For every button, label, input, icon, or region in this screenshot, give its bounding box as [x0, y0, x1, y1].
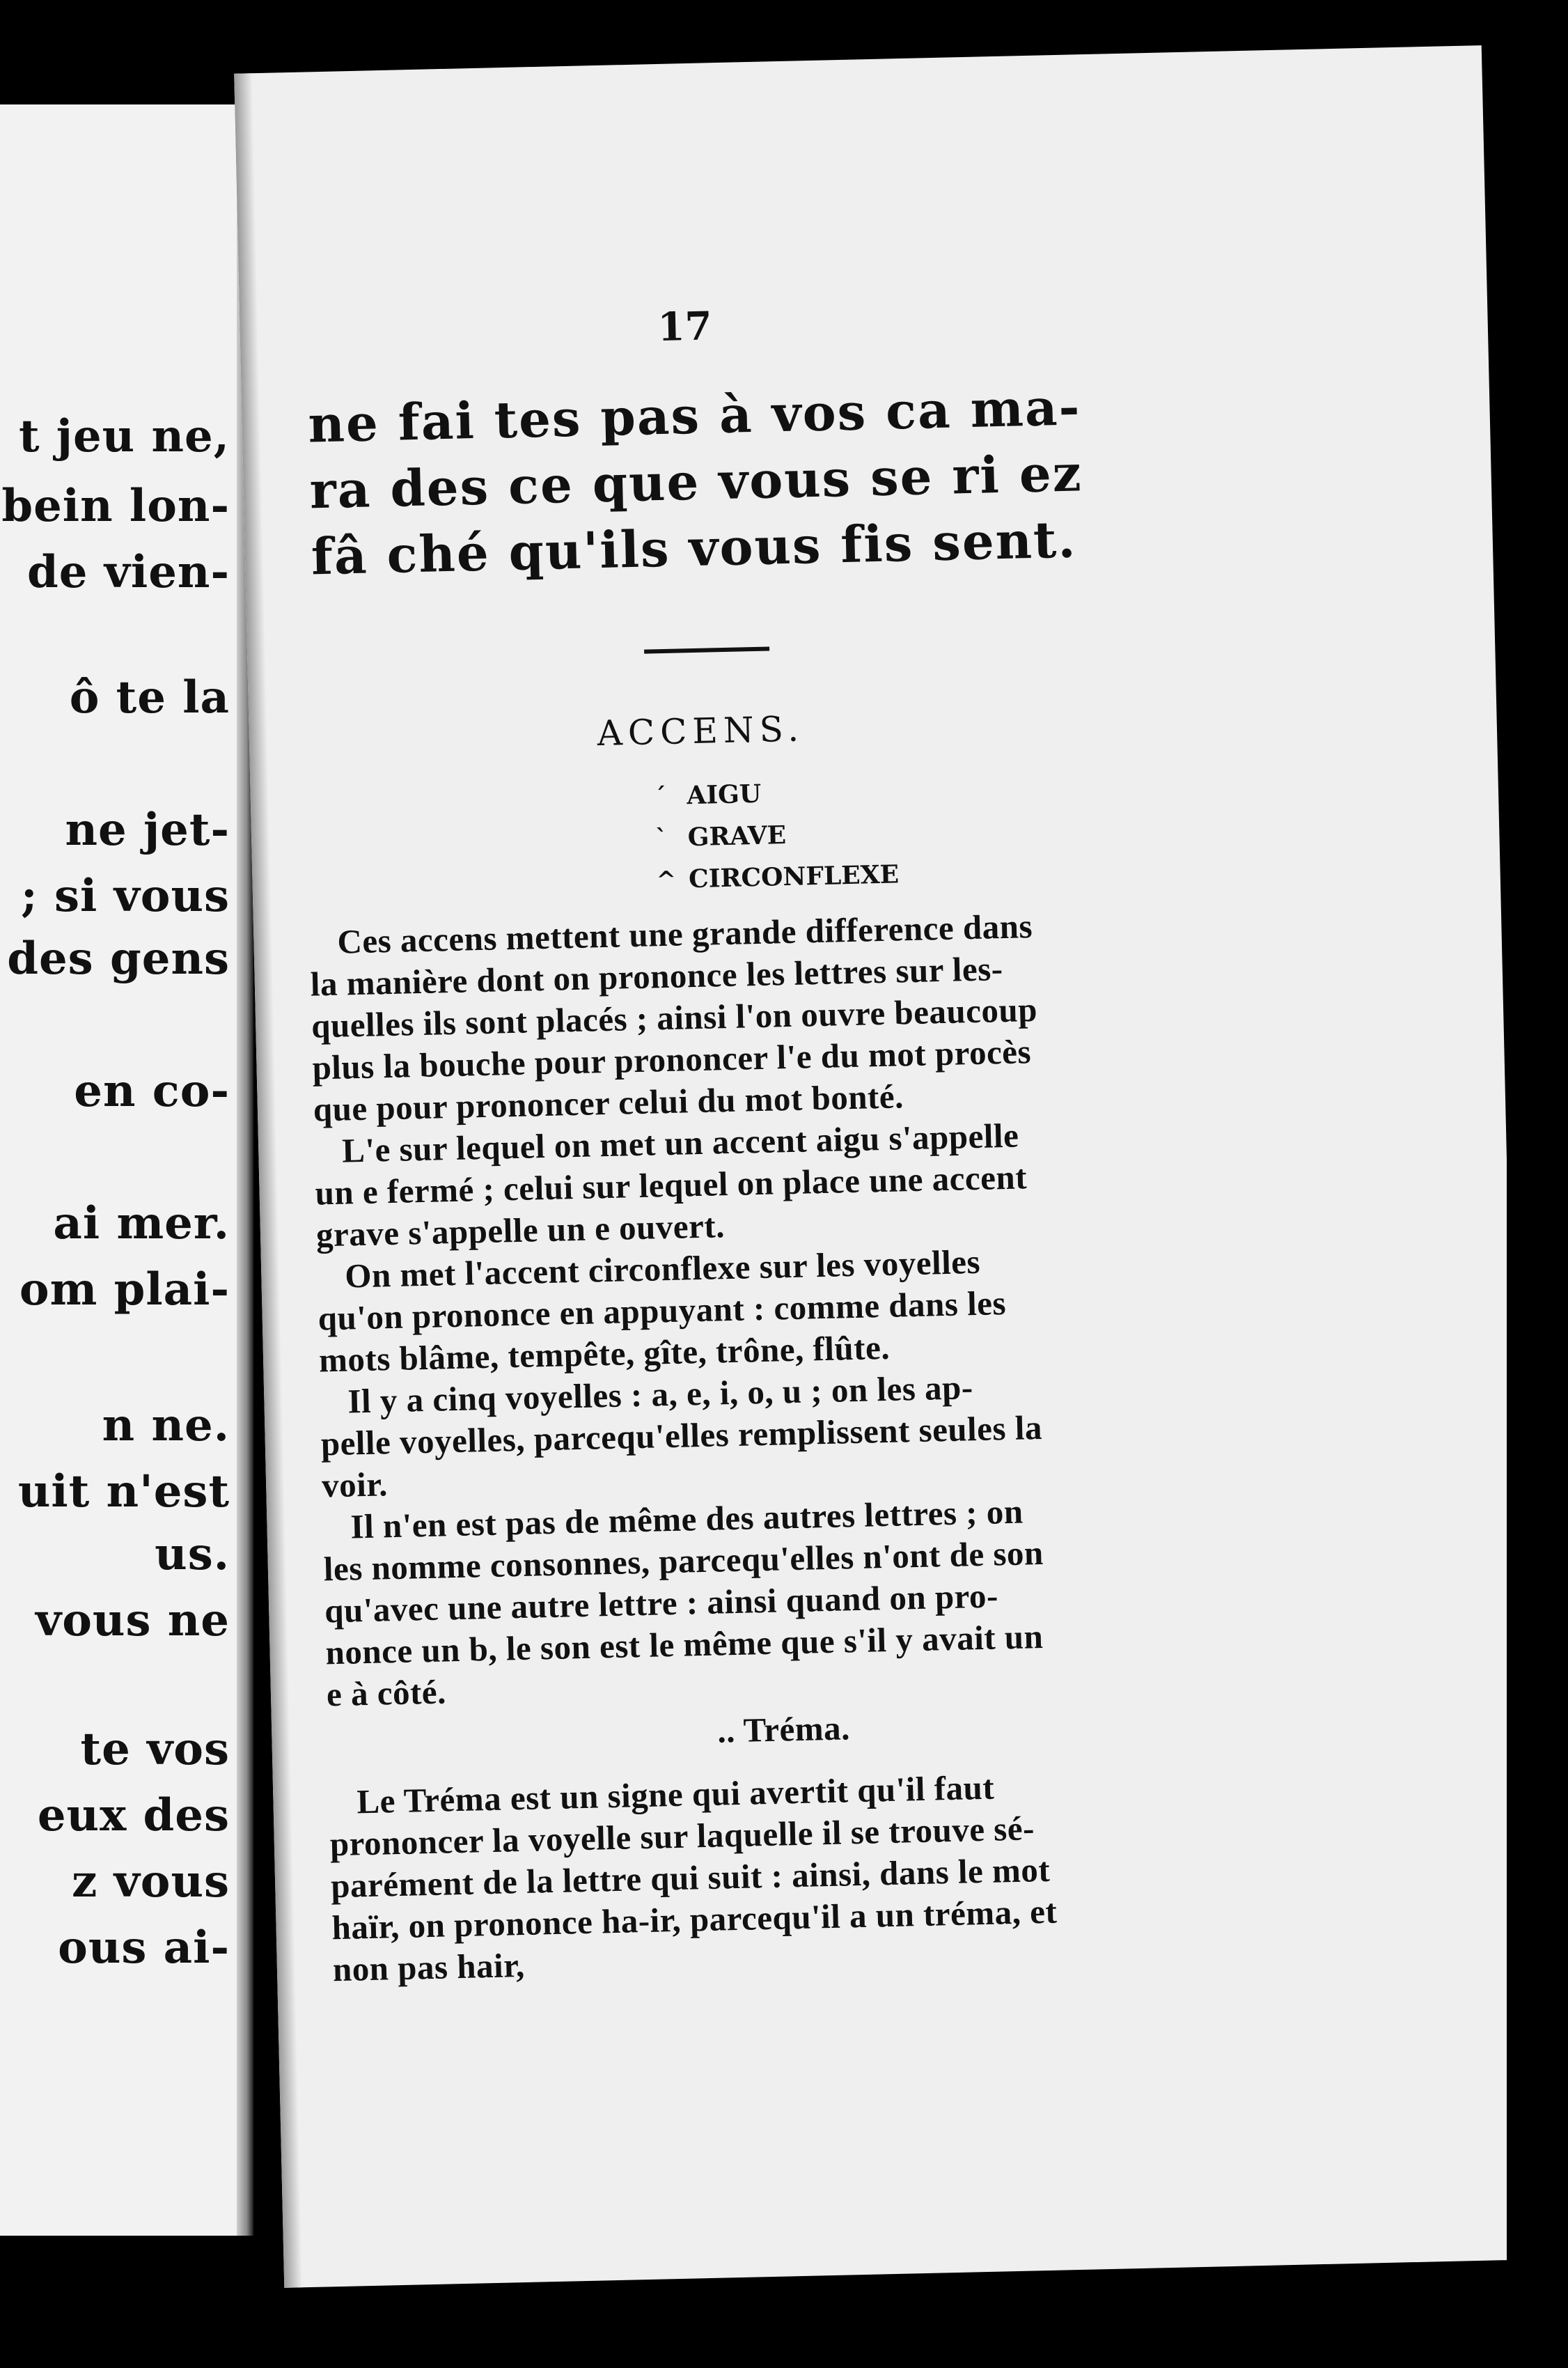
paragraph-line: nonce un b, le son est le même que s'il y avait un: [325, 1617, 1044, 1672]
paragraph-line: Il y a cinq voyelles : a, e, i, o, u ; on les ap-: [347, 1368, 974, 1421]
accent-entry: [654, 779, 761, 811]
left-text-line: uit n'est: [17, 1465, 230, 1518]
left-facing-page: [0, 104, 245, 2236]
paragraph-line: mots blâme, tempête, gîte, trône, flûte.: [318, 1327, 891, 1380]
accent-entry: [656, 859, 899, 894]
verse-line: ra des ce que vous se ri ez: [308, 443, 1083, 520]
paragraph-line: haïr, on prononce ha-ir, parcequ'il a un tréma, et: [331, 1892, 1058, 1947]
paragraph-line: Le Tréma est un signe qui avertit qu'il faut: [356, 1768, 995, 1821]
left-text-line: en co-: [74, 1065, 230, 1117]
left-text-line: eux des: [37, 1789, 230, 1841]
right-page: [234, 45, 1532, 2288]
paragraph-line: qu'avec une autre lettre : ainsi quand on pro-: [324, 1576, 999, 1630]
subsection-heading: .. Tréma.: [716, 1708, 851, 1750]
paragraph-line: e à côté.: [326, 1672, 447, 1714]
left-text-line: de vien-: [26, 546, 230, 598]
page-number: 17: [657, 303, 713, 351]
accent-entry: [655, 820, 787, 852]
paragraph-line: la manière dont on prononce les lettres sur les-: [310, 949, 1004, 1004]
paragraph-line: non pas hair,: [332, 1945, 526, 1989]
paragraph-line: Ces accens mettent une grande difference dans: [336, 907, 1033, 961]
left-text-line: ai mer.: [53, 1197, 230, 1249]
left-text-line: ne jet-: [65, 804, 230, 856]
accent-label: AIGU: [686, 779, 762, 811]
left-text-line: te vos: [80, 1723, 230, 1775]
paragraph-line: qu'on prononce en appuyant : comme dans les: [317, 1284, 1007, 1338]
paragraph-line: Il n'en est pas de même des autres lettres ; on: [350, 1492, 1024, 1546]
left-text-line: ô te la: [69, 671, 230, 724]
scan-border: [1507, 0, 1568, 2368]
circumflex-accent-icon: ^: [656, 866, 677, 895]
left-text-line: ous ai-: [58, 1922, 230, 1974]
left-text-line: t jeu ne,: [18, 410, 230, 462]
accent-label: GRAVE: [687, 820, 787, 852]
left-text-line: n ne.: [102, 1399, 230, 1451]
paragraph-line: les nomme consonnes, parcequ'elles n'ont de son: [323, 1533, 1044, 1589]
verse-line: ne fai tes pas à vos ca ma-: [307, 377, 1082, 454]
paragraph-line: voir.: [321, 1465, 389, 1505]
paragraph-line: pelle voyelles, parcequ'elles remplissent seules la: [320, 1408, 1043, 1463]
paragraph-line: parément de la lettre qui suit : ainsi, dans le mot: [330, 1850, 1051, 1906]
paragraph-line: un e fermé ; celui sur lequel on place une accent: [315, 1158, 1028, 1213]
left-text-line: bein lon-: [1, 480, 230, 532]
paragraph-line: que pour prononcer celui du mot bonté.: [313, 1077, 904, 1129]
verse-line: fâ ché qu'ils vous fis sent.: [310, 509, 1078, 586]
acute-accent-icon: ´: [654, 782, 667, 811]
paragraph-line: prononcer la voyelle sur laquelle il se trouve sé-: [329, 1809, 1035, 1864]
left-text-line: us.: [155, 1528, 230, 1580]
section-title: ACCENS.: [597, 708, 805, 754]
section-divider: [644, 647, 769, 654]
accent-label: CIRCONFLEXE: [688, 859, 900, 894]
left-text-line: ; si vous: [21, 870, 230, 922]
body-text: [309, 905, 1228, 1989]
paragraph-line: plus la bouche pour prononcer l'e du mot procès: [311, 1032, 1032, 1087]
paragraph-line: L'e sur lequel on met un accent aigu s'appelle: [341, 1116, 1019, 1170]
left-text-line: om plai-: [19, 1263, 230, 1316]
left-text-line: vous ne: [36, 1594, 230, 1646]
paragraph-line: On met l'accent circonflexe sur les voyelles: [344, 1242, 981, 1295]
paragraph-line: quelles ils sont placés ; ainsi l'on ouvre beaucoup: [311, 990, 1038, 1045]
grave-accent-icon: `: [654, 824, 668, 853]
paragraph-line: grave s'appelle un e ouvert.: [315, 1206, 726, 1254]
left-text-line: z vous: [71, 1855, 230, 1908]
left-text-line: des gens: [7, 933, 230, 985]
